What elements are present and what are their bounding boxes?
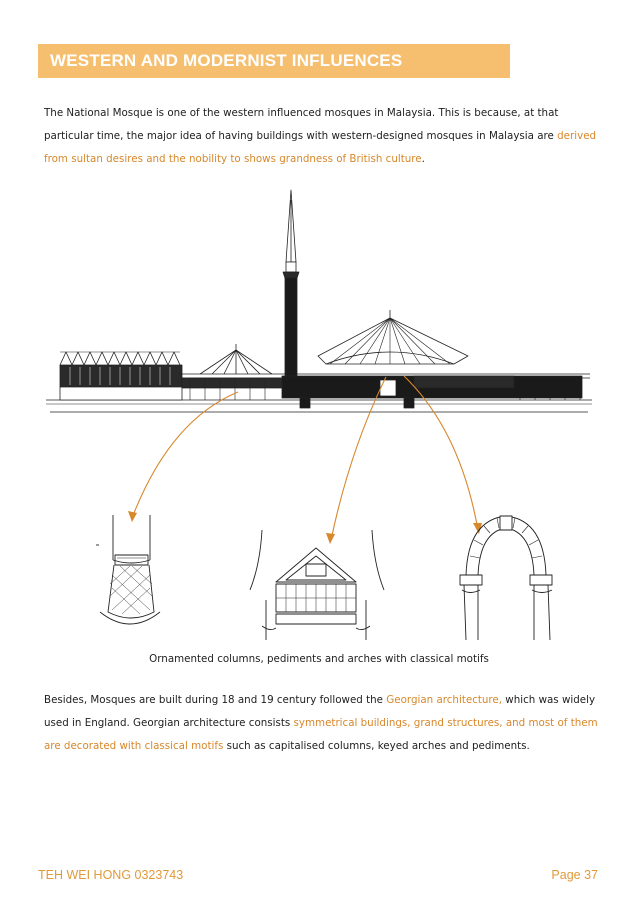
arch-sketch (460, 516, 552, 640)
georgian-text-2: which was widely used in England. Georgian architecture consists (44, 694, 596, 729)
mosque-elevation-drawing (46, 190, 592, 412)
page-title: WESTERN AND MODERNIST INFLUENCES (50, 51, 403, 70)
georgian-paragraph (44, 689, 604, 758)
intro-text: The National Mosque is one of the western influenced mosques in Malaysia. This is because, at that particular time, the major idea of having buildings with western-designed mosques in Malaysia are (44, 107, 559, 142)
column-sketch (96, 515, 160, 624)
intro-paragraph (44, 102, 604, 171)
mosque-figure (0, 180, 638, 650)
pediment-sketch (250, 530, 384, 640)
footer-page-number: Page 37 (551, 868, 598, 882)
intro-highlight: derived from sultan desires and the nobility to shows grandness of British culture (44, 130, 597, 165)
georgian-text-1: Besides, Mosques are built during 18 and 19 century followed the (44, 694, 387, 706)
georgian-highlight-2: symmetrical buildings, grand structures, and most of them are decorated with classical motifs (44, 717, 598, 752)
footer-author: TEH WEI HONG 0323743 (38, 868, 184, 882)
figure-caption: Ornamented columns, pediments and arches with classical motifs (149, 653, 489, 665)
georgian-text-3: such as capitalised columns, keyed arches and pediments. (223, 740, 530, 752)
georgian-highlight-1: Georgian architecture, (386, 694, 503, 706)
header-banner (38, 44, 510, 78)
intro-end: . (421, 153, 425, 165)
